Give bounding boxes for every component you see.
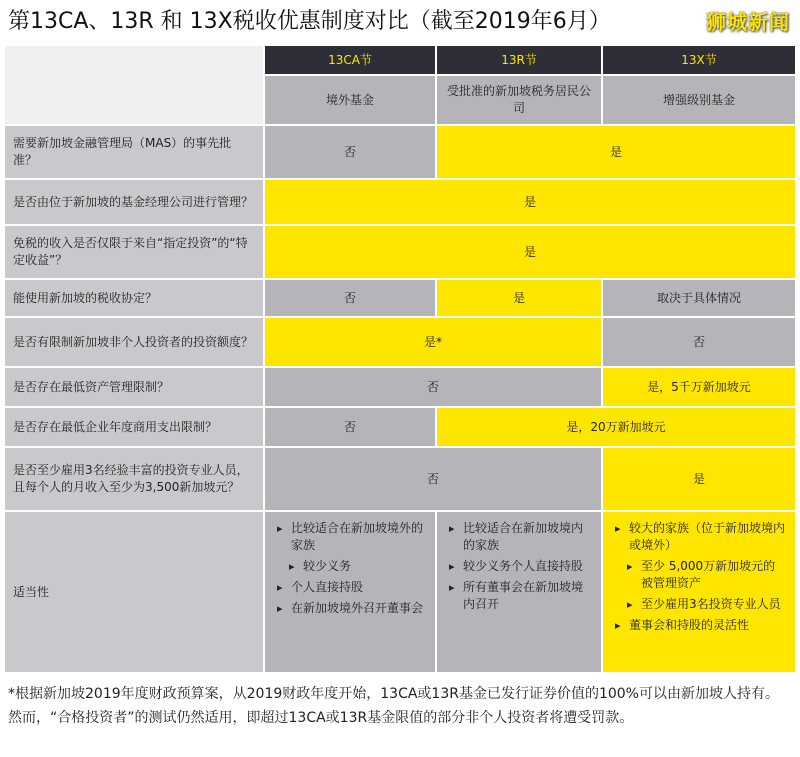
list-item: ▸ 较少义务个人直接持股 <box>449 558 591 575</box>
row-investor-limit-13ca-13r: 是* <box>265 318 601 366</box>
header-13r: 13R节 <box>437 46 601 74</box>
row-min-spending-13r-13x: 是，20万新加坡元 <box>437 408 795 446</box>
row-professionals-question: 是否至少雇用3名经验丰富的投资专业人员，且每个人的月收入至少为3,500新加坡元？ <box>5 448 263 510</box>
row-professionals-13x: 是 <box>603 448 795 510</box>
watermark-logo: 狮城新闻 <box>706 10 790 34</box>
footnote: *根据新加坡2019年度财政预算案，从2019财政年度开始，13CA或13R基金已发行证券价值的100%可以由新加坡人持有。然而，“合格投资者”的测试仍然适用，即超过13CA或13R基金限值的部分非个人投资者将遭受罚款。 <box>8 686 779 726</box>
list-item: ▸ 至少 5,000万新加坡元的被管理资产 <box>627 558 785 592</box>
row-mas-approval-13ca: 否 <box>265 126 435 178</box>
row-exempt-income-question: 免税的收入是否仅限于来自“指定投资”的“特定收益”？ <box>5 226 263 278</box>
list-item: ▸ 在新加坡境外召开董事会 <box>277 600 425 617</box>
row-mas-approval-13r-13x: 是 <box>437 126 795 178</box>
row-suitability-question: 适当性 <box>5 512 263 672</box>
row-min-aum-13x: 是，5千万新加坡元 <box>603 368 795 406</box>
row-tax-treaty-question: 能使用新加坡的税收协定？ <box>5 280 263 316</box>
row-min-aum-question: 是否存在最低资产管理限制？ <box>5 368 263 406</box>
row-tax-treaty-13x: 取决于具体情况 <box>603 280 795 316</box>
list-item: ▸ 比较适合在新加坡境外的家族 <box>277 520 425 554</box>
list-item: ▸ 个人直接持股 <box>277 579 425 596</box>
list-item: ▸ 董事会和持股的灵活性 <box>615 617 785 634</box>
header-13x: 13X节 <box>603 46 795 74</box>
list-item: ▸ 比较适合在新加坡境内的家族 <box>449 520 591 554</box>
row-suitability-13x <box>603 512 795 672</box>
table-corner <box>5 46 263 124</box>
page-title: 第13CA、13R 和 13X税收优惠制度对比（截至2019年6月） <box>8 9 611 34</box>
type-13x: 增强级别基金 <box>603 76 795 124</box>
list-item: ▸ 较大的家族（位于新加坡境内或境外） <box>615 520 785 554</box>
list-item: ▸ 较少义务 <box>289 558 425 575</box>
row-fund-manager-answer: 是 <box>265 180 795 224</box>
row-mas-approval-question: 需要新加坡金融管理局（MAS）的事先批准？ <box>5 126 263 178</box>
row-min-spending-question: 是否存在最低企业年度商用支出限制？ <box>5 408 263 446</box>
comparison-table <box>5 46 795 672</box>
row-min-aum-13ca-13r: 否 <box>265 368 601 406</box>
row-fund-manager-question: 是否由位于新加坡的基金经理公司进行管理？ <box>5 180 263 224</box>
row-tax-treaty-13r: 是 <box>437 280 601 316</box>
list-item: ▸ 所有董事会在新加坡境内召开 <box>449 579 591 613</box>
row-suitability-13ca <box>265 512 435 672</box>
row-min-spending-13ca: 否 <box>265 408 435 446</box>
row-investor-limit-13x: 否 <box>603 318 795 366</box>
header-13ca: 13CA节 <box>265 46 435 74</box>
list-item: ▸ 至少雇用3名投资专业人员 <box>627 596 785 613</box>
row-tax-treaty-13ca: 否 <box>265 280 435 316</box>
row-professionals-13ca-13r: 否 <box>265 448 601 510</box>
row-suitability-13r <box>437 512 601 672</box>
type-13r: 受批准的新加坡税务居民公司 <box>437 76 601 124</box>
row-exempt-income-answer: 是 <box>265 226 795 278</box>
type-13ca: 境外基金 <box>265 76 435 124</box>
row-investor-limit-question: 是否有限制新加坡非个人投资者的投资额度？ <box>5 318 263 366</box>
